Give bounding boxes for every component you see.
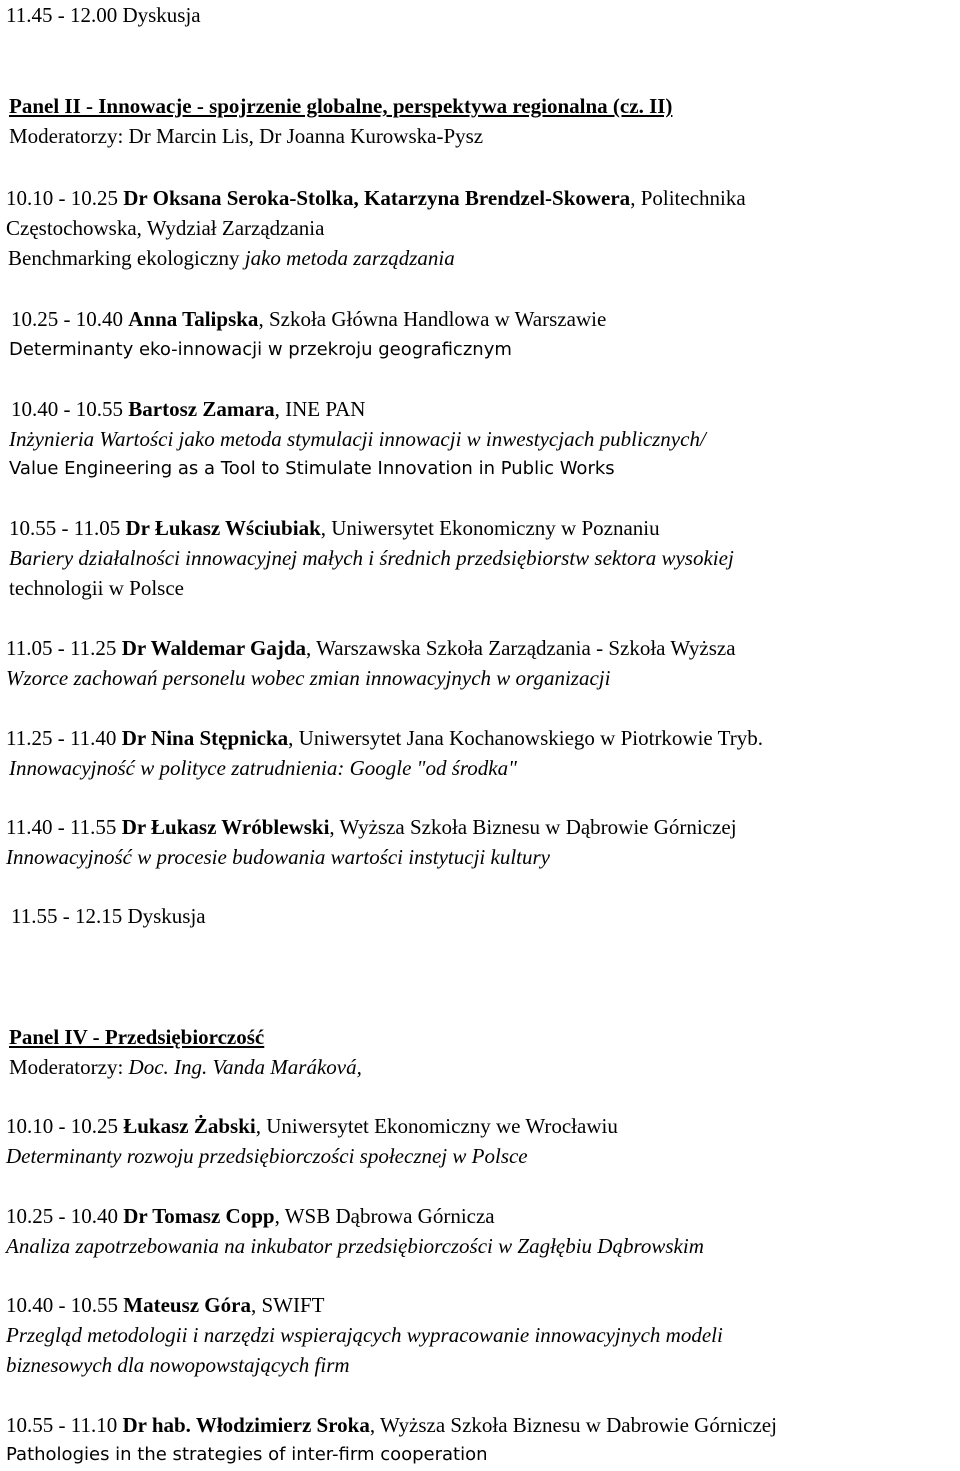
talk-header [6, 1292, 324, 1318]
talk-header [6, 635, 736, 661]
talk-affiliation: , Uniwersytet Jana Kochanowskiego w Piotrkowie Tryb. [288, 726, 763, 750]
talk-speaker: Anna Talipska [128, 307, 259, 331]
talk-speaker: Dr Łukasz Wróblewski [121, 815, 330, 839]
talk-speaker: Mateusz Góra [123, 1293, 251, 1317]
talk-affiliation: , Wyższa Szkoła Biznesu w Dabrowie Górniczej [369, 1413, 777, 1437]
talk-affiliation: , SWIFT [250, 1293, 325, 1317]
talk-title-en: Value Engineering as a Tool to Stimulate Innovation in Public Works [9, 458, 615, 479]
talk-title: Determinanty rozwoju przedsiębiorczości społecznej w Polsce [6, 1144, 528, 1168]
talk-speaker: Dr Tomasz Copp [123, 1204, 275, 1228]
talk-speaker-name: Włodzimierz Sroka [195, 1413, 370, 1437]
talk-time: 10.55 - 11.05 [9, 516, 121, 540]
panel-4-moderators [9, 1054, 362, 1080]
talk-speaker-full [0, 0, 1, 1]
talk-header [6, 1113, 618, 1139]
talk-affiliation: , Warszawska Szkoła Zarządzania - Szkoła Wyższa [306, 636, 736, 660]
talk-time: 11.25 - 11.40 [6, 726, 117, 750]
talk-affiliation-cont: Częstochowska, Wydział Zarządzania [6, 216, 325, 240]
discussion-line: 11.55 - 12.15 Dyskusja [11, 904, 206, 928]
talk-affiliation: , Uniwersytet Ekonomiczny w Poznaniu [320, 516, 660, 540]
talk-header [6, 725, 763, 751]
talk-affiliation: , Politechnika [630, 186, 746, 210]
talk-header [6, 185, 746, 211]
talk-title: Pathologies in the strategies of inter-firm cooperation [6, 1444, 488, 1465]
talk-speaker: Dr Waldemar Gajda [121, 636, 307, 660]
moderators-names: Doc. Ing. Vanda Maráková, [128, 1055, 362, 1079]
talk-title-line-1: Bariery działalności innowacyjnej małych i średnich przedsiębiorstw sektora wysokiej [9, 546, 734, 570]
talk-time: 10.10 - 10.25 [6, 186, 118, 210]
talk-affiliation: , INE PAN [274, 397, 366, 421]
moderators-label: Moderatorzy: [9, 1055, 129, 1079]
talk-speaker-prefix: Dr hab. [122, 1413, 196, 1437]
talk-speaker: Dr Oksana Seroka-Stolka, Katarzyna Brendzel-Skowera [123, 186, 631, 210]
talk-time: 10.55 - 11.10 [6, 1413, 118, 1437]
talk-affiliation: , Wyższa Szkoła Biznesu w Dąbrowie Górniczej [329, 815, 737, 839]
talk-header [9, 515, 660, 541]
talk-affiliation: , Uniwersytet Ekonomiczny we Wrocławiu [255, 1114, 618, 1138]
talk-speaker: Bartosz Zamara [128, 397, 275, 421]
panel-2-title: Panel II - Innowacje - spojrzenie globalne, perspektywa regionalna (cz. II) [9, 94, 673, 118]
talk-title-italic: jako metoda zarządzania [244, 246, 455, 270]
talk-title: Innowacyjność w procesie budowania wartości instytucji kultury [6, 845, 550, 869]
panel-4-title: Panel IV - Przedsiębiorczość [9, 1025, 265, 1049]
talk-time: 11.40 - 11.55 [6, 815, 117, 839]
talk-affiliation: , Szkoła Główna Handlowa w Warszawie [258, 307, 607, 331]
talk-title-pl: Inżynieria Wartości jako metoda stymulacji innowacji w inwestycjach publicznych/ [9, 427, 706, 451]
talk-speaker: Dr Łukasz Wściubiak [125, 516, 321, 540]
talk-header [11, 396, 365, 422]
talk-title-line-1: Przegląd metodologii i narzędzi wspierających wypracowanie innowacyjnych modeli [6, 1323, 723, 1347]
talk-time: 10.40 - 10.55 [11, 397, 123, 421]
talk-title-plain: Benchmarking ekologiczny [8, 246, 245, 270]
talk-header [11, 306, 606, 332]
talk-time: 10.10 - 10.25 [6, 1114, 118, 1138]
talk-title: Determinanty eko-innowacji w przekroju geograficznym [9, 339, 512, 360]
talk-title: Innowacyjność w polityce zatrudnienia: Google "od środka" [9, 756, 517, 780]
talk-header [6, 814, 737, 840]
talk-time: 10.25 - 10.40 [11, 307, 123, 331]
talk-speaker: Łukasz Żabski [123, 1114, 256, 1138]
talk-affiliation: , WSB Dąbrowa Górnicza [274, 1204, 495, 1228]
talk-title [8, 245, 455, 271]
talk-title-line-2: technologii w Polsce [9, 576, 184, 600]
talk-speaker: Dr Nina Stępnicka [121, 726, 289, 750]
talk-header [6, 1412, 777, 1438]
discussion-line: 11.45 - 12.00 Dyskusja [6, 3, 201, 27]
talk-title-line-2: biznesowych dla nowopowstających firm [6, 1353, 350, 1377]
talk-time: 10.25 - 10.40 [6, 1204, 118, 1228]
talk-time: 11.05 - 11.25 [6, 636, 117, 660]
talk-title: Wzorce zachowań personelu wobec zmian innowacyjnych w organizacji [6, 666, 611, 690]
talk-time: 10.40 - 10.55 [6, 1293, 118, 1317]
talk-header [6, 1203, 495, 1229]
talk-title: Analiza zapotrzebowania na inkubator przedsiębiorczości w Zagłębiu Dąbrowskim [6, 1234, 704, 1258]
panel-2-moderators: Moderatorzy: Dr Marcin Lis, Dr Joanna Kurowska-Pysz [9, 124, 484, 148]
